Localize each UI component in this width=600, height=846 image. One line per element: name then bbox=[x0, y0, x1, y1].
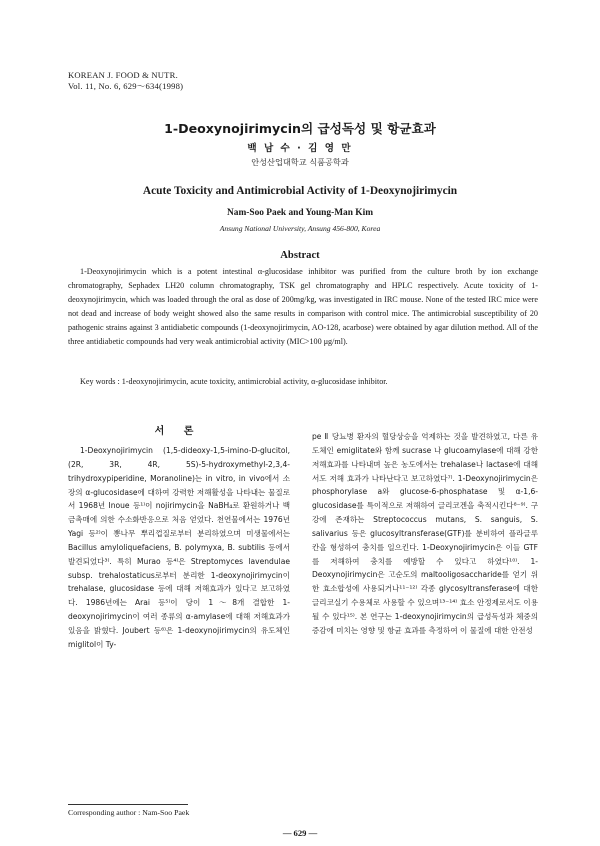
english-affiliation: Ansung National University, Ansung 456-800, Korea bbox=[219, 224, 381, 233]
journal-name: KOREAN J. FOOD & NUTR. bbox=[68, 70, 178, 80]
keywords: Key words : 1-deoxynojirimycin, acute toxicity, antimicrobial activity, α-glucosidase inhibitor. bbox=[80, 377, 388, 386]
section-heading-introduction: 서 론 bbox=[154, 426, 202, 437]
abstract-text: 1-Deoxynojirimycin which is a potent intestinal α-glucosidase inhibitor was purified from the culture broth by ion exchange chromatography, Sephadex LH20 column chromatography, TSK gel chromatography and HPLC respectively. Acute toxicity of 1-deoxynojirimycin, which was loaded through the oral as dose of 200mg/kg, was investigated in IRC mouse. None of the tested IRC mice were not dead and increase of body weight showed also the same results in comparison with control mice. The antimicrobial susceptibility of 20 pathogenic strains against 3 antidiabetic compounds (1-deoxynojirimycin, AO-128, acarbose) were obtained by agar dilution method. All of the three antidiabetic compounds had very weak antimicrobial activity (MIC>100 μg/ml). bbox=[68, 267, 538, 346]
corresponding-author-footnote: Corresponding author : Nam-Soo Paek bbox=[68, 808, 190, 817]
korean-affiliation: 안성산업대학교 식품공학과 bbox=[251, 157, 349, 167]
body-column-left bbox=[68, 444, 290, 652]
page-number: — 629 — bbox=[282, 828, 318, 838]
english-title: Acute Toxicity and Antimicrobial Activity of 1-Deoxynojirimycin bbox=[142, 185, 458, 197]
korean-title: 1-Deoxynojirimycin의 급성독성 및 항균효과 bbox=[164, 121, 436, 136]
journal-volume: Vol. 11, No. 6, 629～634(1998) bbox=[68, 81, 184, 91]
korean-authors: 백 남 수 · 김 영 만 bbox=[247, 143, 353, 154]
body-column-right bbox=[312, 430, 538, 638]
abstract-heading: Abstract bbox=[280, 250, 320, 261]
journal-header bbox=[68, 70, 183, 92]
body-paragraph: 1-Deoxynojirimycin (1,5-dideoxy-1,5-imino-D-glucitol, (2R, 3R, 4R, 5S)-5-hydroxymethyl-2,3,4-trihydroxypiperidine, Moranoline)는 in vitro, in vivo에서 소장의 α-glucosidase에 대하여 강력한 저해활성을 나타내는 물질로서 1968년 Inoue 등¹⁾이 nojirimycin을 NaBH₄로 환원하거나 백금촉매에 의한 수소화반응으로 처음 얻었다. 천연물에서는 1976년 Yagi 등²⁾이 뽕나무 뿌리껍질로부터 분리하였으며 미생물에서는 Bacillus amyloliquefaciens, B. polymyxa, B. subtilis 등에서 발견되었다³⁾. 특히 Murao 등⁴⁾은 Streptomyces lavendulae subsp. trehalostaticus로부터 분리한 1-deoxynojirimycin이 trehalase, glucosidase 등에 대해 저해효과가 있다고 보고하였다. 1986년에는 Arai 등⁵⁾이 당이 1～8개 결합한 1-deoxynojirimycin이 여러 종류의 α-amylase에 대해 저해효과가 있음을 밝혔다. Joubert 등⁶⁾은 1-deoxynojirimycin의 유도체인 miglitol이 Ty- bbox=[68, 446, 290, 649]
body-paragraph: pe Ⅱ 당뇨병 환자의 혈당상승을 억제하는 것을 발견하였고, 다른 유도체인 emiglitate와 함께 sucrase 나 glucoamylase에 대해 강한 저해효과를 나타내며 높은 농도에서는 trehalase나 lactase에 대해서도 저해 효과가 나타난다고 보고하였다⁷⁾. 1-Deoxynojirimycin은 phosphorylase a와 glucose-6-phosphatase 및 α-1,6-glucosidase를 특이적으로 저해하여 글리코겐을 축적시킨다⁸⁻⁹⁾. 구강에 존재하는 Streptococcus mutans, S. sanguis, S. salivarius 등은 glucosyltransferase(GTF)를 분비하여 플라글루칸을 형성하여 충치를 일으킨다. 1-Deoxynojirimycin은 이들 GTF를 저해하여 충치를 예방할 수 있다고 하였다¹⁰⁾. 1-Deoxynojirimycin은 고순도의 maltooligosaccharide를 얻기 위한 효소합성에 사용되거나¹¹⁻¹²⁾ 각종 glycosyltransferase에 대한 글리코실기 수용체로 사용할 수 있으며¹³⁻¹⁴⁾ 효소 안정제로서도 이용될 수 있다¹⁵⁾. 본 연구는 1-deoxynojirimycin의 급성독성과 체중의 증감에 미치는 영향 및 항균 효과를 측정하여 이 물질에 대한 안전성 bbox=[312, 432, 538, 635]
footnote-divider bbox=[68, 804, 188, 805]
english-authors: Nam-Soo Paek and Young-Man Kim bbox=[226, 208, 374, 218]
